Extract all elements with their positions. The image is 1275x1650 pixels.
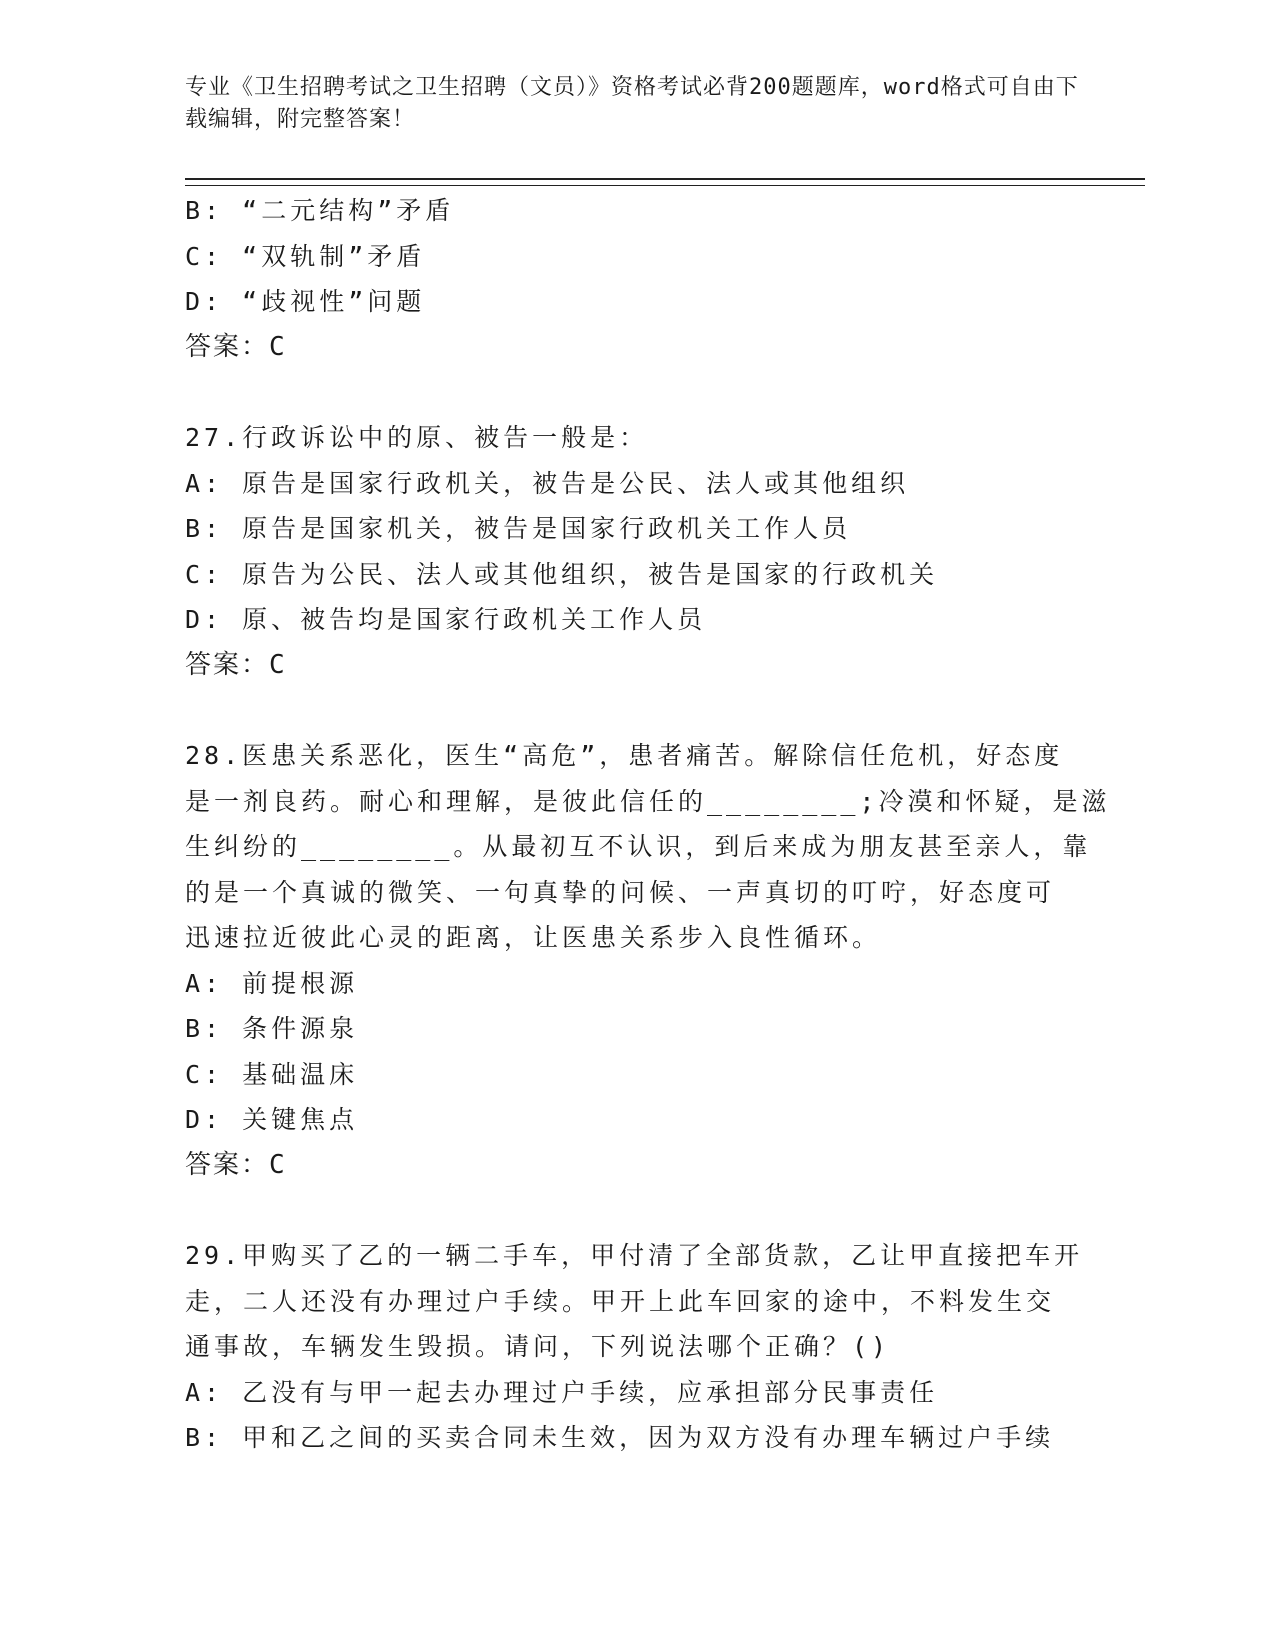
question-prev (185, 188, 1065, 370)
question-list (185, 188, 1111, 1461)
option-d: D: 关键焦点 (185, 1105, 359, 1134)
document-header (185, 72, 1085, 136)
spacer (185, 370, 1065, 415)
header-text: 专业《卫生招聘考试之卫生招聘（文员）》资格考试必背200题题库，word格式可自由下载编辑，附完整答案！ (185, 75, 1079, 132)
question-stem-line: 迅速拉近彼此心灵的距离，让医患关系步入良性循环。 (185, 923, 882, 952)
option-b: B: 甲和乙之间的买卖合同未生效，因为双方没有办理车辆过户手续 (185, 1423, 1055, 1452)
question-stem-line: 生纠纷的________。从最初互不认识，到后来成为朋友甚至亲人，靠 (185, 832, 1092, 861)
option-a: A: 原告是国家行政机关，被告是公民、法人或其他组织 (185, 468, 910, 498)
question-stem-line: 通事故，车辆发生毁损。请问，下列说法哪个正确？() (185, 1332, 891, 1361)
header-divider (185, 178, 1145, 186)
answer-line: 答案：C (185, 331, 285, 362)
option-d: D: 原、被告均是国家行政机关工作人员 (185, 605, 707, 634)
question-stem-line: 的是一个真诚的微笑、一句真挚的问候、一声真切的叮咛，好态度可 (185, 877, 1056, 907)
spacer (185, 688, 1065, 733)
spacer (185, 1188, 1065, 1233)
option-b: B: 条件源泉 (185, 1014, 359, 1043)
question-stem-line: 28.医患关系恶化，医生“高危”，患者痛苦。解除信任危机，好态度 (185, 741, 1064, 770)
question-28 (185, 733, 1111, 1188)
question-stem: 27.行政诉讼中的原、被告一般是： (185, 423, 649, 452)
question-27 (185, 415, 1065, 688)
question-stem-line: 走，二人还没有办理过户手续。甲开上此车回家的途中，不料发生交 (185, 1286, 1056, 1316)
answer-line: 答案：C (185, 1149, 285, 1180)
option-c: C: 基础温床 (185, 1059, 359, 1089)
option-c: C: “双轨制”矛盾 (185, 241, 426, 271)
question-29 (185, 1233, 1084, 1461)
option-c: C: 原告为公民、法人或其他组织，被告是国家的行政机关 (185, 559, 939, 589)
question-stem-line: 29.甲购买了乙的一辆二手车，甲付清了全部货款，乙让甲直接把车开 (185, 1241, 1084, 1270)
option-a: A: 乙没有与甲一起去办理过户手续，应承担部分民事责任 (185, 1377, 939, 1407)
option-d: D: “歧视性”问题 (185, 287, 426, 316)
question-stem-line: 是一剂良药。耐心和理解，是彼此信任的________;冷漠和怀疑，是滋 (185, 786, 1111, 816)
option-a: A: 前提根源 (185, 968, 359, 998)
option-b: B: “二元结构”矛盾 (185, 196, 455, 225)
answer-line: 答案：C (185, 649, 285, 680)
option-b: B: 原告是国家机关，被告是国家行政机关工作人员 (185, 514, 852, 543)
